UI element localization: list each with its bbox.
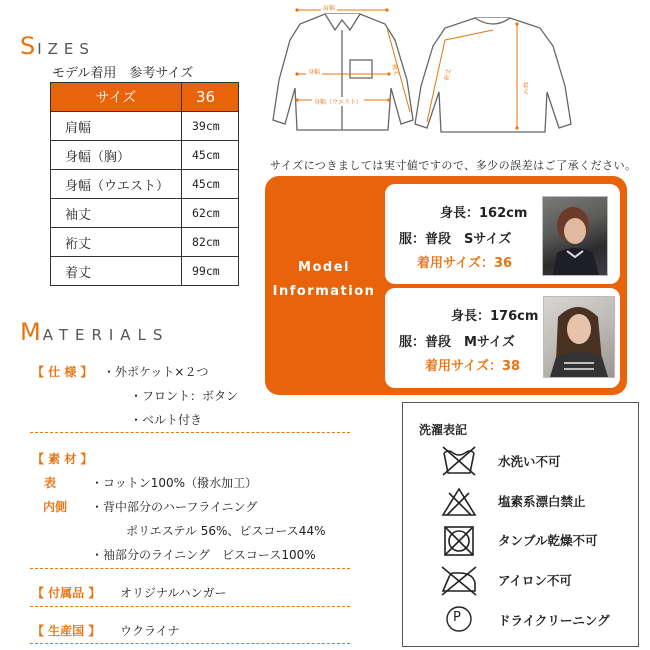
outer-value: ・コットン100%（撥水加工） bbox=[91, 476, 258, 490]
no-wash-icon bbox=[441, 445, 477, 477]
table-row bbox=[51, 170, 239, 199]
inner-label: 内側 bbox=[43, 500, 68, 514]
model-wear-size: 着用サイズ：36 bbox=[417, 256, 513, 271]
no-tumble-dry-icon bbox=[443, 525, 475, 557]
model-title-line2: Information bbox=[272, 284, 376, 299]
model-card-2 bbox=[385, 288, 620, 388]
size-header-label: サイズ bbox=[51, 83, 182, 112]
origin-value: ウクライナ bbox=[120, 624, 180, 638]
size-row-value: 82cm bbox=[182, 228, 239, 257]
divider bbox=[30, 606, 350, 607]
size-row-label: 身幅（ウエスト） bbox=[51, 170, 182, 199]
size-row-value: 45cm bbox=[182, 170, 239, 199]
care-label-no-bleach: 塩素系漂白禁止 bbox=[498, 494, 586, 509]
divider bbox=[30, 432, 350, 433]
table-row bbox=[51, 257, 239, 286]
care-label-dry-clean: ドライクリーニング bbox=[498, 613, 610, 628]
size-row-value: 39cm bbox=[182, 112, 239, 141]
size-row-value: 62cm bbox=[182, 199, 239, 228]
spec-item: ・外ポケット×２つ bbox=[103, 365, 209, 379]
inner-value: ポリエステル 56%、ビスコース44% bbox=[126, 524, 326, 538]
model-photo-1 bbox=[542, 196, 608, 276]
model-height: 身長：162cm bbox=[440, 206, 528, 221]
sizes-caption: モデル着用 参考サイズ bbox=[52, 66, 194, 81]
spec-label: 【 仕 様 】 bbox=[32, 365, 93, 379]
diagram-label-sleeve: 袖丈 bbox=[390, 63, 400, 77]
size-row-label: 袖丈 bbox=[51, 199, 182, 228]
divider bbox=[30, 643, 350, 644]
model-card-1 bbox=[385, 184, 620, 284]
size-table-header bbox=[51, 83, 239, 112]
dry-clean-symbol: P bbox=[453, 610, 461, 625]
diagram-label-waist: 身幅（ウエスト） bbox=[314, 99, 363, 106]
model-title-line1: Model bbox=[298, 260, 350, 275]
outer-label: 表 bbox=[44, 476, 57, 490]
model-wear-size: 着用サイズ：38 bbox=[425, 359, 521, 374]
model-photo-2 bbox=[543, 296, 615, 378]
care-title: 洗濯表記 bbox=[419, 423, 468, 437]
diagram-label-yuki: 裄丈 bbox=[443, 68, 453, 82]
spec-item: ・ベルト付き bbox=[130, 413, 203, 427]
table-row bbox=[51, 141, 239, 170]
size-table bbox=[50, 82, 239, 286]
model-clothes: 服：普段 Mサイズ bbox=[399, 335, 515, 350]
no-iron-icon bbox=[439, 565, 479, 597]
inner-value: ・背中部分のハーフライニング bbox=[91, 500, 258, 514]
table-row bbox=[51, 112, 239, 141]
origin-label: 【 生産国 】 bbox=[32, 624, 101, 638]
model-clothes: 服：普段 Sサイズ bbox=[399, 232, 512, 247]
no-bleach-icon bbox=[441, 487, 477, 517]
size-row-value: 99cm bbox=[182, 257, 239, 286]
diagram-label-length: 着丈 bbox=[521, 82, 528, 94]
diagram-label-shoulder: 肩幅 bbox=[323, 5, 336, 12]
size-row-label: 裄丈 bbox=[51, 228, 182, 257]
diagram-label-chest: 身幅 bbox=[308, 69, 321, 76]
spec-item: ・フロント：ボタン bbox=[130, 389, 239, 403]
model-info-title bbox=[265, 256, 383, 304]
materials-heading: MATERIALS bbox=[20, 318, 170, 346]
model-height: 身長：176cm bbox=[451, 309, 539, 324]
accessory-label: 【 付属品 】 bbox=[32, 586, 101, 600]
care-label-no-wash: 水洗い不可 bbox=[498, 454, 561, 469]
table-row bbox=[51, 228, 239, 257]
sizes-heading: SIZES bbox=[20, 32, 95, 60]
inner-value: ・袖部分のライニング ビスコース100% bbox=[91, 548, 316, 562]
accessory-value: オリジナルハンガー bbox=[120, 586, 227, 600]
model-info-box bbox=[265, 176, 627, 395]
size-row-value: 45cm bbox=[182, 141, 239, 170]
size-row-label: 身幅（胸） bbox=[51, 141, 182, 170]
table-row bbox=[51, 199, 239, 228]
divider bbox=[30, 568, 350, 569]
care-label-box bbox=[402, 402, 639, 647]
size-note: サイズにつきましては実寸値ですので、多少の誤差はご了承ください。 bbox=[270, 159, 637, 172]
care-label-no-iron: アイロン不可 bbox=[498, 573, 572, 588]
material-label: 【 素 材 】 bbox=[32, 452, 93, 466]
size-row-label: 着丈 bbox=[51, 257, 182, 286]
size-header-value: 36 bbox=[182, 83, 239, 112]
care-label-no-tumble-dry: タンブル乾燥不可 bbox=[498, 533, 598, 548]
size-row-label: 肩幅 bbox=[51, 112, 182, 141]
